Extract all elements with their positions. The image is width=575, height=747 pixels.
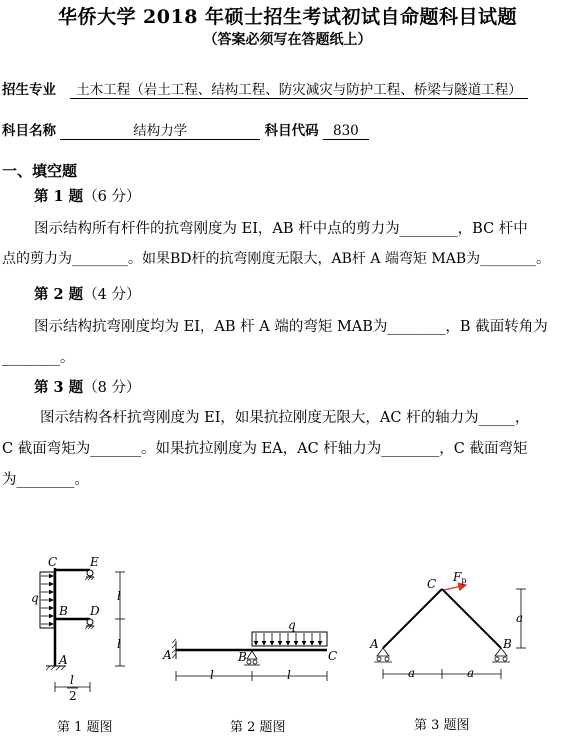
- fig2-dim-l-right: l: [287, 668, 291, 682]
- fig3-dim-horizontal: [383, 669, 501, 679]
- major-value: 土木工程（岩土工程、结构工程、防灾减灾与防护工程、桥梁与隧道工程）: [70, 78, 528, 99]
- figure-1: [31, 555, 125, 703]
- fig3-caption: 第 3 题图: [414, 718, 470, 733]
- fig3-label-fp: Fp: [453, 570, 467, 585]
- fig1-pin-e: [87, 570, 93, 576]
- q1-line1: 图示结构所有杆件的抗弯刚度为 EI，AB 杆中点的剪力为________，BC 杆中: [34, 221, 528, 237]
- fig1-pin-d: [87, 619, 93, 625]
- figure-2: [162, 618, 337, 682]
- fig2-support-b: [247, 651, 257, 659]
- q2-points: （4 分）: [83, 287, 141, 303]
- fig1-label-c: C: [48, 555, 58, 569]
- fig1-label-d: D: [90, 604, 100, 618]
- fig1-label-e: E: [90, 555, 99, 569]
- fig2-load-arrows: [256, 633, 320, 645]
- fig3-load-arrow: [444, 585, 466, 590]
- fig1-dim-half-num: l: [70, 673, 74, 687]
- fig1-dim-l-top: l: [117, 589, 121, 603]
- fig1-dim-vertical: [115, 572, 125, 666]
- fig1-dim-l-bottom: l: [117, 637, 121, 651]
- fig1-dim-half-den: 2: [69, 689, 77, 703]
- q1-title: 第 1 题: [34, 188, 84, 205]
- fig2-dim-l-left: l: [210, 668, 214, 682]
- q3-points: （8 分）: [83, 380, 141, 396]
- fig2-load-block: [252, 632, 327, 646]
- fig2-label-c: C: [328, 649, 338, 663]
- subject-label: 科目名称: [2, 123, 56, 139]
- fig3-member-cb: [442, 589, 501, 648]
- fig2-dim: [176, 671, 327, 681]
- fig1-label-b: B: [59, 604, 68, 618]
- fig3-label-b: B: [503, 637, 512, 651]
- figure-3: [369, 570, 526, 680]
- subject-value: 结构力学: [60, 119, 260, 140]
- exam-title: 华侨大学 2018 年硕士招生考试初试自命题科目试题: [57, 6, 518, 28]
- fig2-caption: 第 2 题图: [230, 720, 286, 735]
- fig2-label-q: q: [288, 618, 296, 632]
- fig3-label-a: A: [370, 637, 379, 651]
- q2-line2: ________。: [2, 350, 75, 366]
- fig3-dim-a-right: a: [467, 666, 475, 680]
- fig1-label-q: q: [31, 591, 39, 605]
- exam-subtitle: （答案必须写在答题纸上）: [203, 32, 372, 48]
- q2-title: 第 2 题: [34, 286, 84, 303]
- code-value: 830: [323, 123, 369, 140]
- q1-line2: 点的剪力为________。如果BD杆的抗弯刚度无限大，AB杆 A 端弯矩 MAB为________。: [2, 251, 551, 267]
- q3-title: 第 3 题: [34, 379, 84, 396]
- q2-line1: 图示结构抗弯刚度均为 EI，AB 杆 A 端的弯矩 MAB为________，B 截面转角为: [34, 319, 548, 335]
- fig2-label-b: B: [238, 650, 247, 664]
- q1-points: （6 分）: [83, 189, 141, 205]
- fig3-dim-a-left: a: [408, 666, 416, 680]
- section1-heading: 一、填空题: [2, 162, 78, 180]
- fig3-dim-a-vert: a: [516, 611, 524, 625]
- fig3-label-c: C: [427, 577, 437, 591]
- q3-line1: 图示结构各杆抗弯刚度为 EI，如果抗拉刚度无限大，AC 杆的轴力为_____，: [40, 410, 530, 426]
- code-label: 科目代码: [264, 123, 319, 139]
- fig1-caption: 第 1 题图: [57, 720, 113, 735]
- fig1-load-arrows: [41, 576, 53, 624]
- q3-line2: C 截面弯矩为_______。如果抗拉刚度为 EA，AC 杆轴力为________，C 截面弯矩: [2, 441, 528, 457]
- fig2-label-a: A: [163, 648, 172, 662]
- fig3-member-ac: [383, 589, 442, 648]
- q3-line3: 为________。: [2, 472, 89, 488]
- major-label: 招生专业: [2, 82, 56, 98]
- fig1-label-a: A: [59, 653, 68, 667]
